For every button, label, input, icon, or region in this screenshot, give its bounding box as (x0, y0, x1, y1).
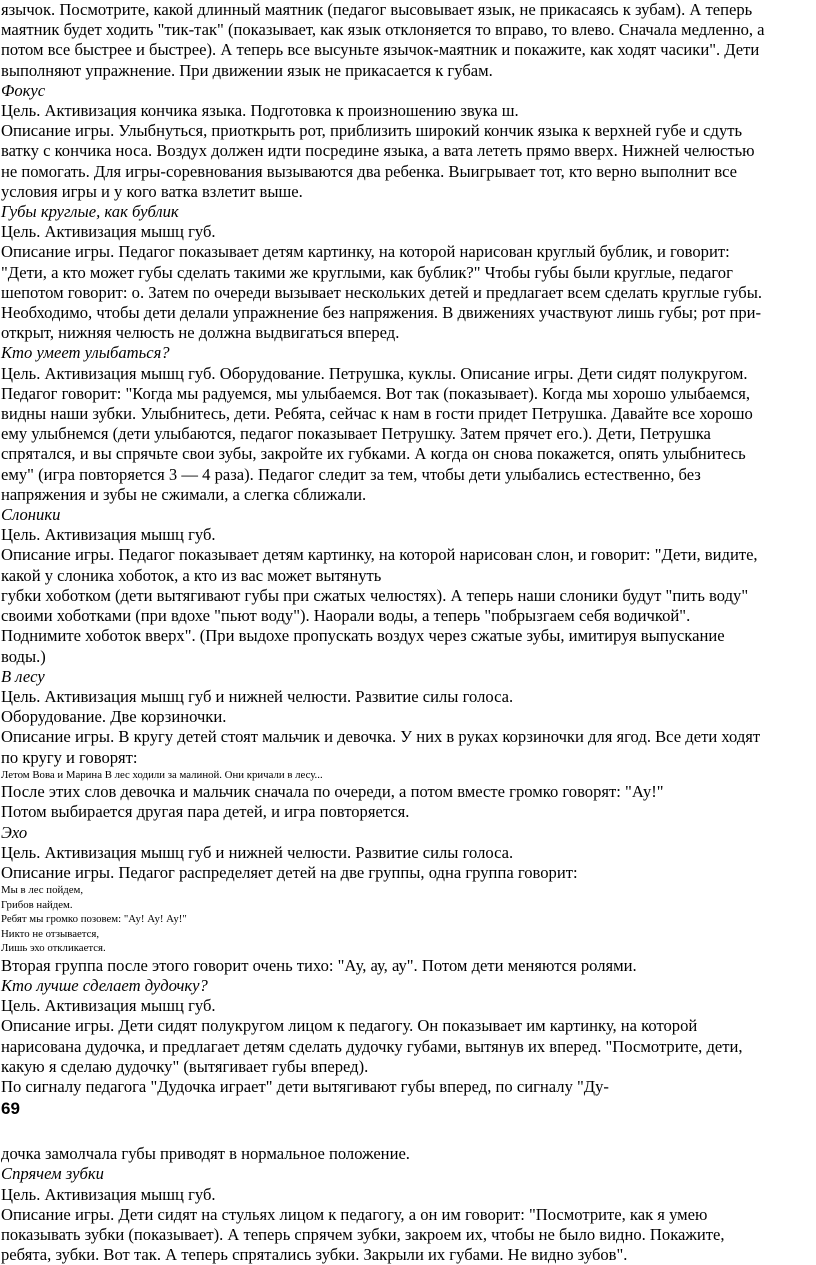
text-line: Цель. Активизация мышц губ и нижней челюсти. Развитие силы голоса. (1, 686, 514, 706)
text-line: спрятался, и вы спрячьте свои зубы, закройте их губками. А когда он снова покажется, опять улыбнитесь (1, 444, 746, 464)
section-heading: Кто умеет улыбаться? (1, 343, 170, 363)
verse-line: Лишь эхо откликается. (1, 942, 106, 955)
section-heading: В лесу (1, 666, 45, 686)
text-line: ребята, зубки. Вот так. А теперь спрятались зубки. Закрыли их губами. Не видно зубов". (1, 1245, 628, 1265)
verse-line: Летом Вова и Марина В лес ходили за малиной. Они кричали в лесу... (1, 768, 323, 781)
text-line: по кругу и говорят: (1, 747, 138, 767)
section-heading: Эхо (1, 822, 28, 842)
section-heading: Кто лучше сделает дудочку? (1, 975, 208, 995)
text-line: Описание игры. Дети сидят полукругом лицом к педагогу. Он показывает им картинку, на которой (1, 1016, 698, 1036)
verse-line: Ребят мы громко позовем: "Ау! Ау! Ау!" (1, 913, 187, 926)
text-line: дочка замолчала губы приводят в нормальное положение. (1, 1144, 410, 1164)
text-line: По сигналу педагога "Дудочка играет" дети вытягивают губы вперед, по сигналу "Ду- (1, 1076, 609, 1096)
verse-line: Никто не отзывается, (1, 927, 100, 940)
text-block-after-page-break (1, 1144, 816, 1265)
text-line: нарисована дудочка, и предлагает детям сделать дудочку губами, вытянув их вперед. "Посмотрите, дети, (1, 1036, 743, 1056)
text-line: "Дети, а кто может губы сделать такими же круглыми, как бублик?" Чтобы губы были круглые, педагог (1, 262, 733, 282)
text-line: Педагог говорит: "Когда мы радуемся, мы улыбаемся. Вот так (показывает). Когда мы хорошо улыбаемся, (1, 383, 751, 403)
text-line: язычок. Посмотрите, какой длинный маятник (педагог высовывает язык, не прикасаясь к зубам). А теперь (1, 0, 753, 19)
section-heading: Фокус (1, 80, 46, 100)
text-line: Описание игры. Улыбнуться, приоткрыть рот, приблизить широкий кончик языка к верхней губе и сдуть (1, 121, 743, 141)
text-line: выполняют упражнение. При движении язык не прикасается к губам. (1, 60, 493, 80)
text-line: условия игры и у кого ватка взлетит выше. (1, 181, 303, 201)
text-line: Описание игры. Педагог показывает детям картинку, на которой нарисован слон, и говорит: "Дети, видите, (1, 545, 758, 565)
text-line: своими хоботками (при вдохе "пьют воду"). Наорали воды, а теперь "побрызгаем себя водичкой". (1, 606, 691, 626)
text-line: напряжения и зубы не сжимали, а слегка сближали. (1, 484, 367, 504)
text-block-before-page-break (1, 0, 816, 1097)
text-line: Описание игры. В кругу детей стоят мальчик и девочка. У них в руках корзиночки для ягод. Все дети ходят (1, 727, 761, 747)
text-line: шепотом говорит: о. Затем по очереди вызывает нескольких детей и предлагает всем сделать круглые губы. (1, 282, 763, 302)
text-line: показывать зубки (показывает). А теперь спрячем зубки, закроем их, чтобы не было видно. Покажите, (1, 1224, 725, 1244)
text-line: Описание игры. Педагог показывает детям картинку, на которой нарисован круглый бублик, и говорит: (1, 242, 730, 262)
text-line: После этих слов девочка и мальчик сначала по очереди, а потом вместе громко говорят: "Ау!" (1, 782, 664, 802)
verse-line: Мы в лес пойдем, (1, 884, 84, 897)
text-line: Цель. Активизация мышц губ. (1, 1184, 216, 1204)
section-heading: Губы круглые, как бублик (1, 202, 179, 222)
page-number: 69 (1, 1099, 20, 1119)
text-line: губки хоботком (дети вытягивают губы при сжатых челюстях). А теперь наши слоники будут "пить воду" (1, 585, 749, 605)
text-line: маятник будет ходить "тик-так" (показывает, как язык отклоняется то вправо, то влево. Сначала медленно, а (1, 20, 765, 40)
section-heading: Спрячем зубки (1, 1164, 104, 1184)
section-heading: Слоники (1, 505, 61, 525)
text-line: Цель. Активизация мышц губ. Оборудование. Петрушка, куклы. Описание игры. Дети сидят полукругом. (1, 363, 748, 383)
text-line: воды.) (1, 646, 46, 666)
text-line: видны наши зубки. Улыбнитесь, дети. Ребята, сейчас к нам в гости придет Петрушка. Давайте все хорошо (1, 404, 753, 424)
text-line: Цель. Активизация мышц губ. (1, 222, 216, 242)
text-line: какой у слоника хоботок, а кто из вас может вытянуть (1, 565, 382, 585)
text-line: Поднимите хоботок вверх". (При выдохе пропускать воздух через сжатые зубы, имитируя выпускание (1, 626, 725, 646)
text-line: какую я сделаю дудочку" (вытягивает губы вперед). (1, 1056, 369, 1076)
text-line: Цель. Активизация мышц губ и нижней челюсти. Развитие силы голоса. (1, 842, 514, 862)
text-line: Цель. Активизация кончика языка. Подготовка к произношению звука ш. (1, 101, 519, 121)
text-line: не помогать. Для игры-соревнования вызываются два ребенка. Выигрывает тот, кто верно выполнит все (1, 161, 738, 181)
text-line: ему" (игра повторяется 3 — 4 раза). Педагог следит за тем, чтобы дети улыбались естественно, без (1, 464, 701, 484)
text-line: открыт, нижняя челюсть не должна выдвигаться вперед. (1, 323, 400, 343)
text-line: Цель. Активизация мышц губ. (1, 996, 216, 1016)
text-line: ватку с кончика носа. Воздух должен идти посредине языка, а вата лететь прямо вверх. Нижней челюстью (1, 141, 755, 161)
text-line: Вторая группа после этого говорит очень тихо: "Ау, ау, ау". Потом дети меняются ролями. (1, 955, 637, 975)
text-line: Оборудование. Две корзиночки. (1, 707, 227, 727)
text-line: Описание игры. Дети сидят на стульях лицом к педагогу, а он им говорит: "Посмотрите, как я умею (1, 1204, 708, 1224)
verse-line: Грибов найдем. (1, 898, 73, 911)
text-line: Цель. Активизация мышц губ. (1, 525, 216, 545)
text-line: потом все быстрее и быстрее). А теперь все высуньте язычок-маятник и покажите, как ходят часики". Дети (1, 40, 760, 60)
text-line: ему улыбнемся (дети улыбаются, педагог показывает Петрушку. Затем прячет его.). Дети, Петрушка (1, 424, 711, 444)
text-line: Потом выбирается другая пара детей, и игра повторяется. (1, 802, 410, 822)
text-line: Необходимо, чтобы дети делали упражнение без напряжения. В движениях участвуют лишь губы; рот при- (1, 303, 762, 323)
text-line: Описание игры. Педагог распределяет детей на две группы, одна группа говорит: (1, 863, 578, 883)
